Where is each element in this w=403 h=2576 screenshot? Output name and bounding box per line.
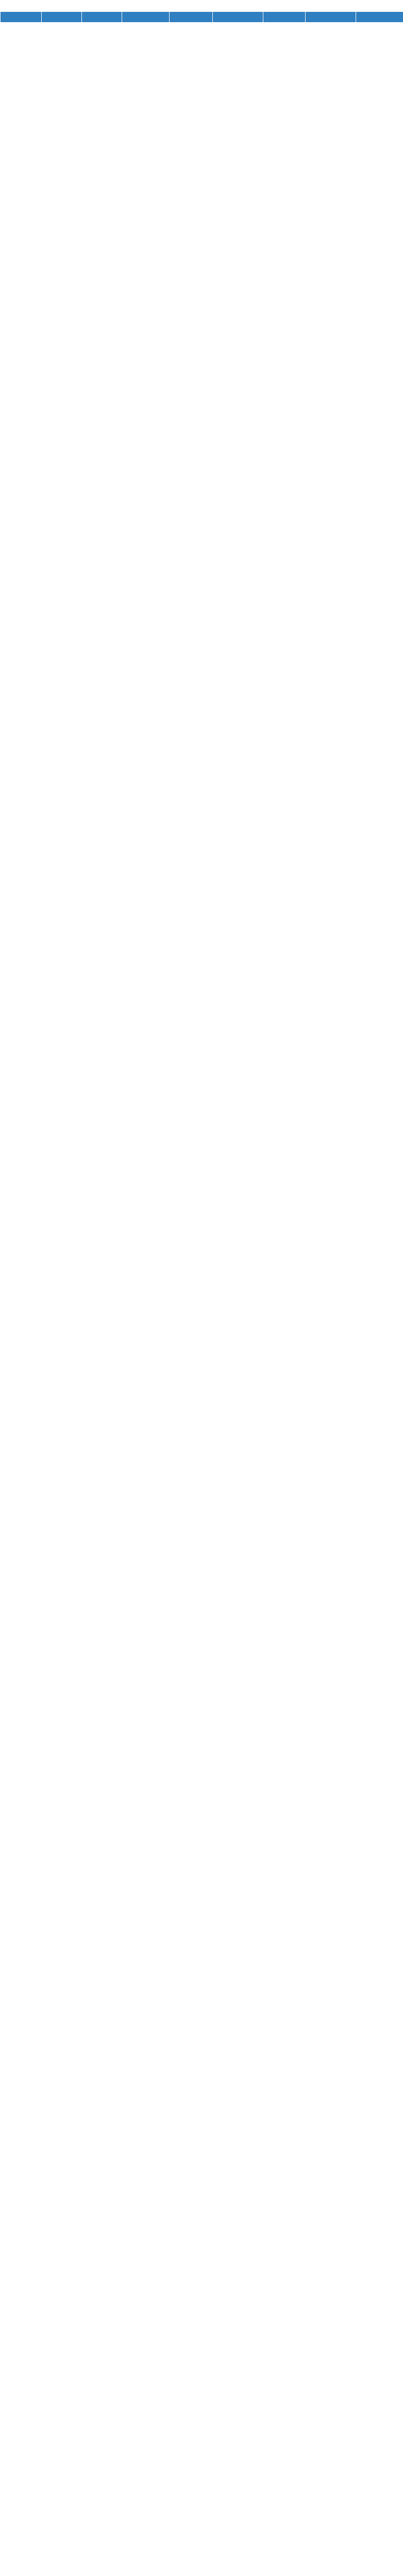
column-header[interactable] — [306, 12, 356, 23]
column-header[interactable] — [1, 12, 42, 23]
data-table — [0, 11, 403, 23]
column-header[interactable] — [263, 12, 306, 23]
column-header[interactable] — [356, 12, 403, 23]
header-row — [1, 12, 403, 23]
column-header[interactable] — [82, 12, 122, 23]
column-header[interactable] — [42, 12, 82, 23]
column-header[interactable] — [170, 12, 213, 23]
column-header[interactable] — [122, 12, 170, 23]
page-title — [0, 0, 403, 10]
column-header[interactable] — [213, 12, 263, 23]
